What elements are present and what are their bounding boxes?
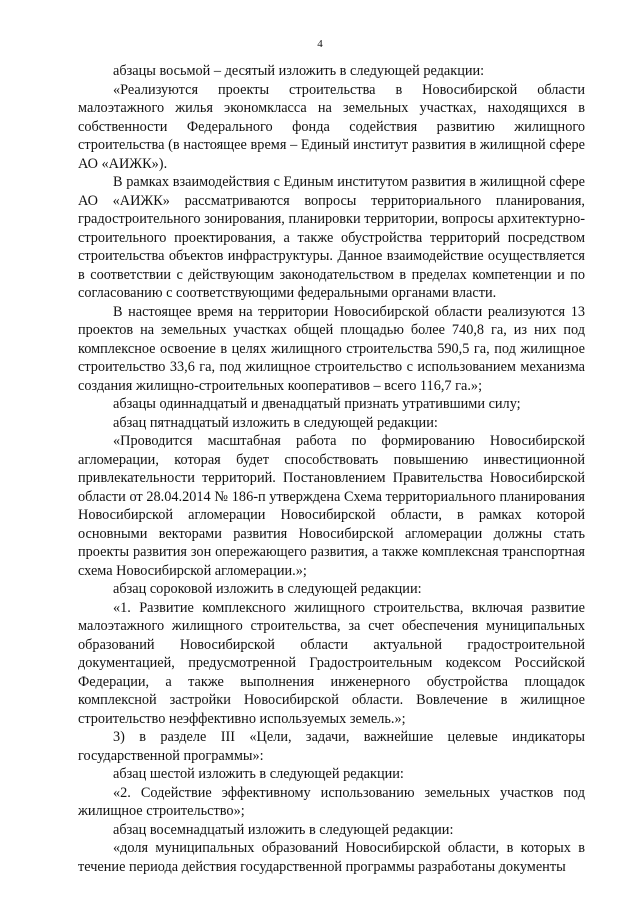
paragraph-12: «2. Содействие эффективному использованию земельных участков под жилищное строительство»;: [78, 784, 585, 819]
paragraph-8: абзац сороковой изложить в следующей редакции:: [113, 581, 422, 597]
page-number: 4: [317, 38, 323, 50]
paragraph-5: абзацы одиннадцатый и двенадцатый признать утратившими силу;: [113, 396, 521, 412]
paragraph-9: «1. Развитие комплексного жилищного строительства, включая развитие малоэтажного жилищного строительства, за счет обеспечения муниципальных образований Новосибирской области актуальной градостроительной документацией, предусмотренной Градостроительным кодексом Российской Федерации, а также выполнения инженерного обустройства площадок комплексной застройки Новосибирской области. Вовлечение в жилищное строительство неэффективно используемых земель.»;: [78, 599, 585, 727]
paragraph-3: В рамках взаимодействия с Единым институтом развития в жилищной сфере АО «АИЖК» рассматриваются вопросы территориального планирования, градостроительного зонирования, планировки территории, вопросы архитектурно-строительного проектирования, а также обустройства территорий посредством строительства объектов инфраструктуры. Данное взаимодействие осуществляется в соответствии с действующим законодательством в пределах компетенции и по согласованию с соответствующими федеральными органами власти.: [78, 174, 585, 301]
paragraph-4: В настоящее время на территории Новосибирской области реализуются 13 проектов на земельных участках общей площадью более 740,8 га, из них под комплексное освоение в целях жилищного строительства 590,5 га, под жилищное строительство 33,6 га, под жилищное строительство с использованием механизма создания жилищно-строительных кооперативов – всего 116,7 га.»;: [78, 303, 585, 394]
paragraph-10: 3) в разделе III «Цели, задачи, важнейшие целевые индикаторы государственной программы»:: [78, 729, 585, 764]
paragraph-1: абзацы восьмой – десятый изложить в следующей редакции:: [113, 63, 485, 79]
paragraph-13: абзац восемнадцатый изложить в следующей редакции:: [113, 821, 454, 838]
paragraph-11: абзац шестой изложить в следующей редакции:: [113, 766, 404, 782]
paragraph-6: абзац пятнадцатый изложить в следующей редакции:: [113, 414, 438, 431]
paragraph-14: «доля муниципальных образований Новосибирской области, в которых в течение периода действия государственной программы разработаны документы: [78, 840, 585, 875]
paragraph-7: «Проводится масштабная работа по формированию Новосибирской агломерации, которая будет способствовать повышению инвестиционной привлекательности территорий. Постановлением Правительства Новосибирской области от 28.04.2014 № 186-п утверждена Схема территориального планирования Новосибирской агломерации Новосибирской области, в рамках которой основными векторами развития Новосибирской агломерации должны стать проекты развития зон опережающего развития, а также комплексная транспортная схема Новосибирской агломерации.»;: [78, 433, 585, 579]
document-body: [78, 62, 585, 876]
paragraph-2: «Реализуются проекты строительства в Новосибирской области малоэтажного жилья экономкласса на земельных участках, находящихся в собственности Федерального фонда содействия развитию жилищного строительства (в настоящее время – Единый институт развития в жилищной сфере АО «АИЖК»).: [78, 81, 585, 172]
